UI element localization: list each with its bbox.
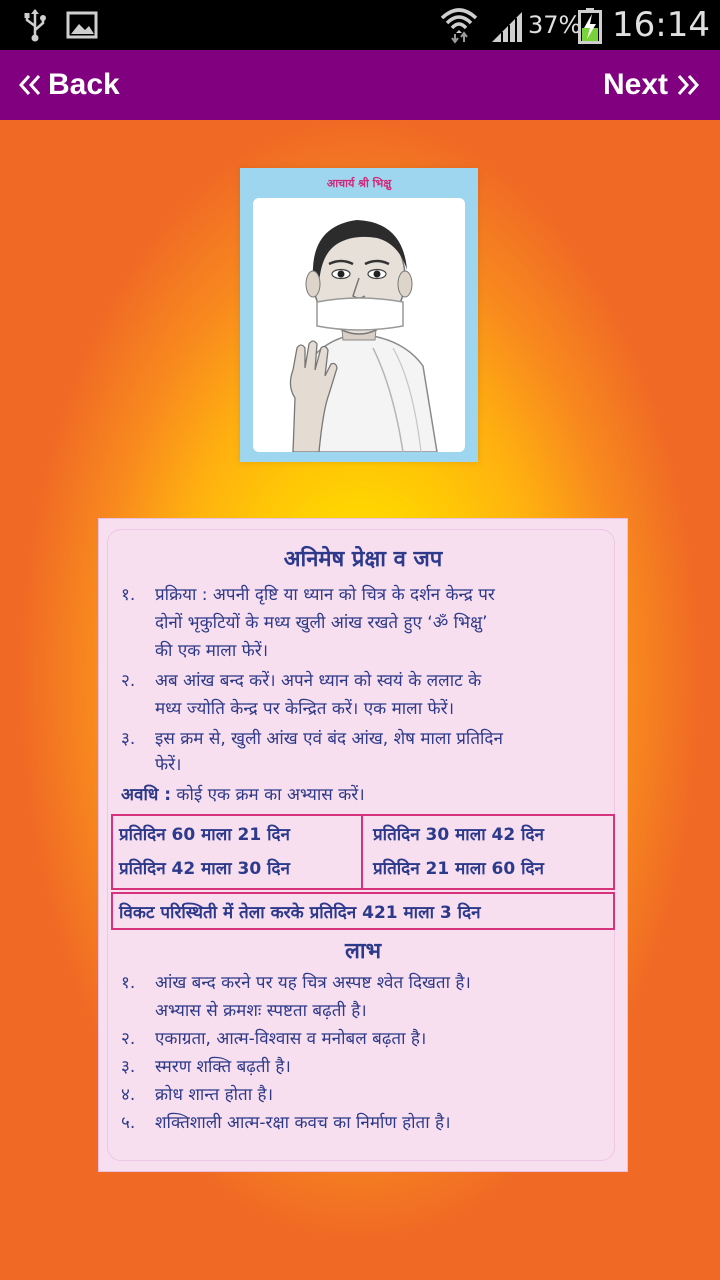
battery-charging-icon bbox=[578, 8, 602, 48]
table-row: प्रतिदिन 21 माला 60 दिन bbox=[373, 859, 544, 879]
portrait-card bbox=[240, 168, 478, 462]
battery-percent: 37% bbox=[528, 11, 582, 39]
schedule-table bbox=[111, 814, 615, 934]
step-text: अब आंख बन्द करें। अपने ध्यान को स्वयं के ललाट के bbox=[155, 671, 482, 691]
info-card bbox=[98, 518, 628, 1172]
nav-bar bbox=[0, 50, 720, 120]
step-text: फेरें। bbox=[155, 755, 182, 775]
benefit-number: ४. bbox=[121, 1085, 136, 1105]
step-text: प्रक्रिया : अपनी दृष्टि या ध्यान को चित्र के दर्शन केन्द्र पर bbox=[155, 585, 495, 605]
duration-line bbox=[121, 783, 365, 807]
back-button[interactable] bbox=[18, 50, 120, 120]
benefit-number: २. bbox=[121, 1029, 136, 1049]
benefit-text: शक्तिशाली आत्म-रक्षा कवच का निर्माण होता है। bbox=[155, 1113, 451, 1133]
table-row: प्रतिदिन 30 माला 42 दिन bbox=[373, 825, 544, 845]
step-text: इस क्रम से, खुली आंख एवं बंद आंख, शेष माला प्रतिदिन bbox=[155, 729, 503, 749]
portrait-frame bbox=[253, 198, 465, 452]
table-row: प्रतिदिन 42 माला 30 दिन bbox=[119, 859, 290, 879]
table-footer-text: विकट परिस्थिती में तेला करके प्रतिदिन 421 माला 3 दिन bbox=[119, 903, 481, 923]
benefit-text: आंख बन्द करने पर यह चित्र अस्पष्ट श्वेत दिखता है। bbox=[155, 973, 471, 993]
back-label: Back bbox=[48, 68, 120, 101]
step-text: दोनों भृकुटियों के मध्य खुली आंख रखते हुए ‘ॐ भिक्षु’ bbox=[155, 613, 488, 633]
signal-icon bbox=[490, 10, 524, 46]
step-number: २. bbox=[121, 671, 136, 691]
duration-label: अवधि : bbox=[121, 785, 172, 805]
benefits-title: लाभ bbox=[344, 939, 382, 964]
benefit-number: १. bbox=[121, 973, 136, 993]
benefit-number: ५. bbox=[121, 1113, 136, 1133]
content-area bbox=[0, 120, 720, 1280]
step-text: की एक माला फेरें। bbox=[155, 641, 269, 661]
double-chevron-right-icon bbox=[676, 73, 700, 97]
status-bar bbox=[0, 0, 720, 50]
step-number: ३. bbox=[121, 729, 136, 749]
next-button[interactable] bbox=[603, 50, 700, 120]
card-title: अनिमेष प्रेक्षा व जप bbox=[283, 547, 443, 572]
double-chevron-left-icon bbox=[18, 73, 42, 97]
benefit-text: एकाग्रता, आत्म-विश्वास व मनोबल बढ़ता है। bbox=[155, 1029, 427, 1049]
benefit-text: क्रोध शान्त होता है। bbox=[155, 1085, 274, 1105]
table-row: प्रतिदिन 60 माला 21 दिन bbox=[119, 825, 290, 845]
wifi-icon bbox=[440, 4, 478, 48]
benefit-text: अभ्यास से क्रमशः स्पष्टता बढ़ती है। bbox=[155, 1001, 367, 1021]
image-icon bbox=[66, 11, 98, 43]
benefit-number: ३. bbox=[121, 1057, 136, 1077]
portrait-caption: आचार्य श्री भिक्षु bbox=[326, 177, 392, 190]
portrait-illustration bbox=[253, 198, 465, 452]
step-number: १. bbox=[121, 585, 136, 605]
clock: 16:14 bbox=[612, 5, 710, 45]
step-text: मध्य ज्योति केन्द्र पर केन्द्रित करें। एक माला फेरें। bbox=[155, 699, 455, 719]
benefit-text: स्मरण शक्ति बढ़ती है। bbox=[155, 1057, 291, 1077]
next-label: Next bbox=[602, 68, 668, 101]
duration-text: कोई एक क्रम का अभ्यास करें। bbox=[176, 785, 365, 805]
usb-icon bbox=[22, 8, 48, 46]
